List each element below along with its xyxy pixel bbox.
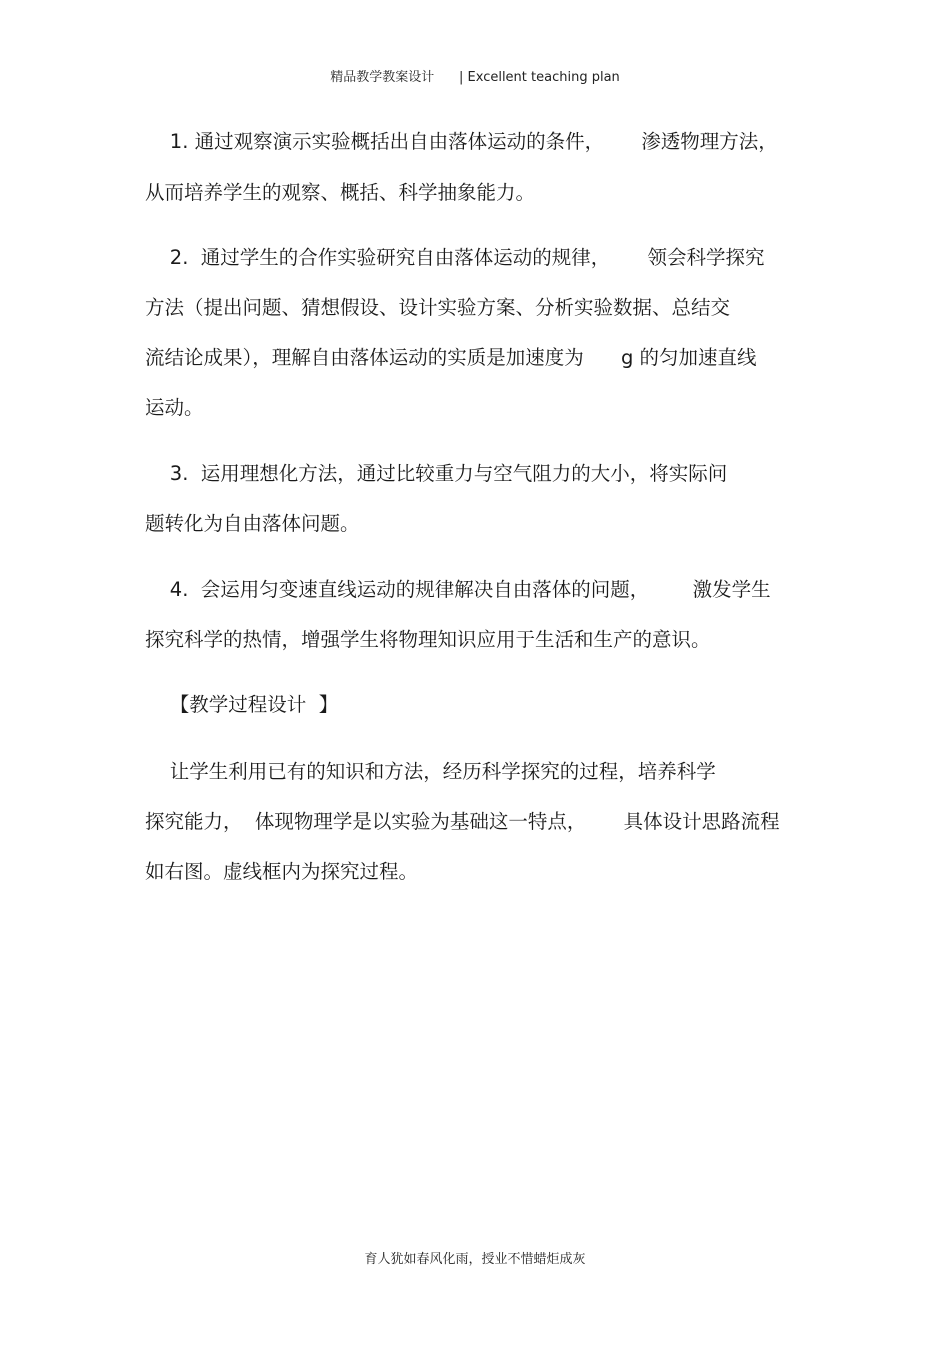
page-footer: 育人犹如春风化雨，授业不惜蜡炬成灰 <box>364 1252 586 1267</box>
objective-1-line-2: 从而培养学生的观察、概括、科学抽象能力。 <box>145 181 536 204</box>
objective-3-line-2: 题转化为自由落体问题。 <box>145 512 360 535</box>
objective-2-line-1: 2. 通过学生的合作实验研究自由落体运动的规律， 领会科学探究 <box>145 246 765 269</box>
paragraph-line-1: 让学生利用已有的知识和方法，经历科学探究的过程，培养科学 <box>145 760 716 783</box>
paragraph-line-2: 探究能力， 体现物理学是以实验为基础这一特点， 具体设计思路流程 <box>145 810 780 833</box>
objective-1-line-1: 1. 通过观察演示实验概括出自由落体运动的条件， 渗透物理方法， <box>145 130 778 153</box>
paragraph-line-3: 如右图。虚线框内为探究过程。 <box>145 860 419 883</box>
objective-4-line-2: 探究科学的热情，增强学生将物理知识应用于生活和生产的意识。 <box>145 628 711 651</box>
objective-2-line-2: 方法（提出问题、猜想假设、设计实验方案、分析实验数据、总结交 <box>145 296 731 319</box>
objective-2-line-3: 流结论成果），理解自由落体运动的实质是加速度为 g 的匀加速直线 <box>145 346 757 369</box>
section-heading: 【教学过程设计 】 <box>145 693 339 716</box>
objective-3-line-1: 3. 运用理想化方法，通过比较重力与空气阻力的大小，将实际问 <box>145 462 728 485</box>
objective-4-line-1: 4. 会运用匀变速直线运动的规律解决自由落体的问题， 激发学生 <box>145 578 771 601</box>
page-header: 精品教学教案设计 | Excellent teaching plan <box>330 70 620 85</box>
objective-2-line-4: 运动。 <box>145 396 204 419</box>
